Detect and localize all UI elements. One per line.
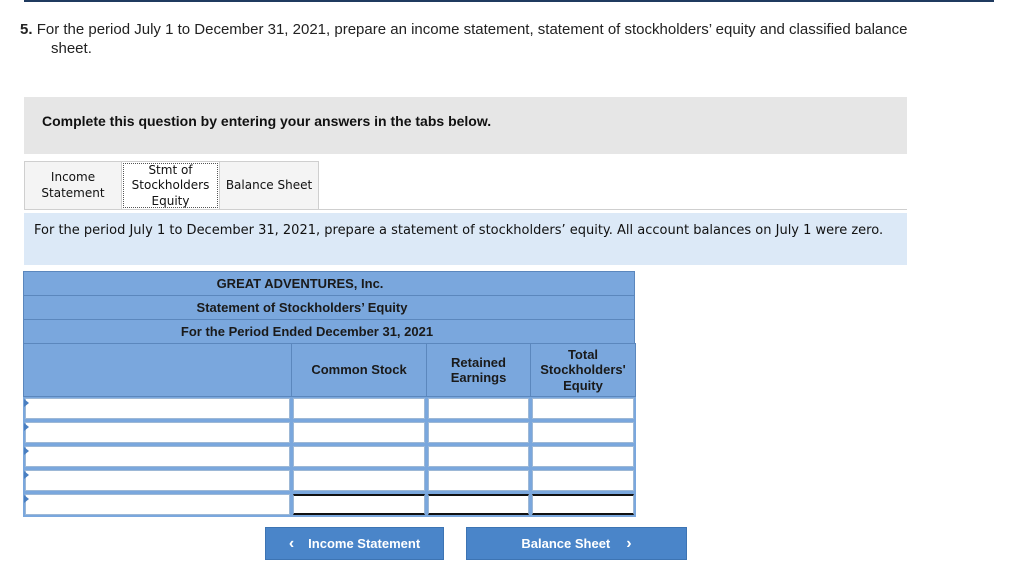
common-stock-input[interactable] — [292, 445, 427, 469]
row-label-input[interactable] — [24, 493, 292, 517]
statement-title: Statement of Stockholders’ Equity — [196, 300, 408, 315]
statement-title-row — [23, 295, 635, 319]
row-label-input[interactable] — [24, 421, 292, 445]
retained-earnings-input[interactable] — [427, 397, 531, 421]
question-line-1 — [20, 20, 995, 39]
total-equity-input[interactable] — [531, 397, 636, 421]
top-divider — [24, 0, 994, 2]
tab-balance-sheet[interactable] — [220, 161, 319, 210]
common-stock-input[interactable] — [292, 397, 427, 421]
instruction-text: Complete this question by entering your answers in the tabs below. — [42, 113, 492, 129]
header-text: Common Stock — [311, 362, 407, 378]
total-equity-total-input[interactable] — [531, 493, 636, 517]
common-stock-input[interactable] — [292, 469, 427, 493]
prev-tab-button[interactable] — [265, 527, 444, 560]
dropdown-marker-icon — [24, 399, 29, 407]
tab-label-line: Stockholders — [131, 178, 210, 193]
sub-instruction-banner — [24, 213, 907, 265]
retained-earnings-input[interactable] — [427, 421, 531, 445]
row-label-input[interactable] — [24, 397, 292, 421]
chevron-right-icon: › — [626, 534, 632, 552]
common-stock-header — [292, 344, 427, 397]
next-tab-button[interactable] — [466, 527, 687, 560]
common-stock-total-input[interactable] — [292, 493, 427, 517]
tab-bar — [24, 161, 319, 210]
row-label-input[interactable] — [24, 469, 292, 493]
tab-stmt-stockholders-equity[interactable] — [121, 161, 220, 210]
tab-label-line: Stmt of — [148, 162, 193, 177]
table-row — [24, 469, 636, 493]
dropdown-marker-icon — [24, 447, 29, 455]
next-tab-label: Balance Sheet — [521, 536, 611, 551]
question-line-2: sheet. — [51, 40, 92, 57]
statement-table — [23, 343, 636, 517]
tab-label-line: Equity — [151, 193, 190, 208]
retained-earnings-header — [427, 344, 531, 397]
tab-label-line: Balance Sheet — [225, 177, 313, 192]
total-equity-input[interactable] — [531, 445, 636, 469]
common-stock-input[interactable] — [292, 421, 427, 445]
table-row — [24, 445, 636, 469]
column-header-row — [24, 344, 636, 397]
total-equity-header — [531, 344, 636, 397]
total-equity-input[interactable] — [531, 421, 636, 445]
tab-divider — [24, 209, 907, 210]
label-column-header — [24, 344, 292, 397]
statement-company-row — [23, 271, 635, 295]
statement-period: For the Period Ended December 31, 2021 — [180, 324, 434, 339]
header-text: Equity — [563, 377, 603, 393]
statement-period-row — [23, 319, 635, 343]
retained-earnings-total-input[interactable] — [427, 493, 531, 517]
table-row-total — [24, 493, 636, 517]
header-text: Total — [567, 346, 599, 362]
tab-income-statement[interactable] — [24, 161, 121, 210]
retained-earnings-input[interactable] — [427, 469, 531, 493]
chevron-left-icon: ‹ — [288, 534, 295, 552]
row-label-input[interactable] — [24, 445, 292, 469]
header-text: Stockholders' — [540, 362, 626, 378]
retained-earnings-input[interactable] — [427, 445, 531, 469]
dropdown-marker-icon — [24, 471, 29, 479]
question-body: For the period July 1 to December 31, 2021, prepare an income statement, statement of stockholders’ equity and classified balance — [36, 21, 908, 38]
sub-instruction-text: For the period July 1 to December 31, 2021, prepare a statement of stockholders’ equity. All account balances on July 1 were zero. — [34, 223, 884, 238]
table-row — [24, 397, 636, 421]
instruction-banner — [24, 97, 907, 154]
total-equity-input[interactable] — [531, 469, 636, 493]
dropdown-marker-icon — [24, 423, 29, 431]
header-text: Earnings — [450, 370, 507, 385]
dropdown-marker-icon — [24, 495, 29, 503]
statement-company: GREAT ADVENTURES, Inc. — [216, 276, 384, 291]
header-text: Retained — [451, 354, 506, 370]
question-number: 5. — [20, 21, 33, 38]
prev-tab-label: Income Statement — [308, 536, 421, 551]
question-text — [20, 20, 995, 58]
tab-label-line: Statement — [41, 185, 105, 200]
stockholders-equity-statement — [23, 271, 635, 517]
table-row — [24, 421, 636, 445]
tab-label-line: Income — [50, 170, 96, 184]
